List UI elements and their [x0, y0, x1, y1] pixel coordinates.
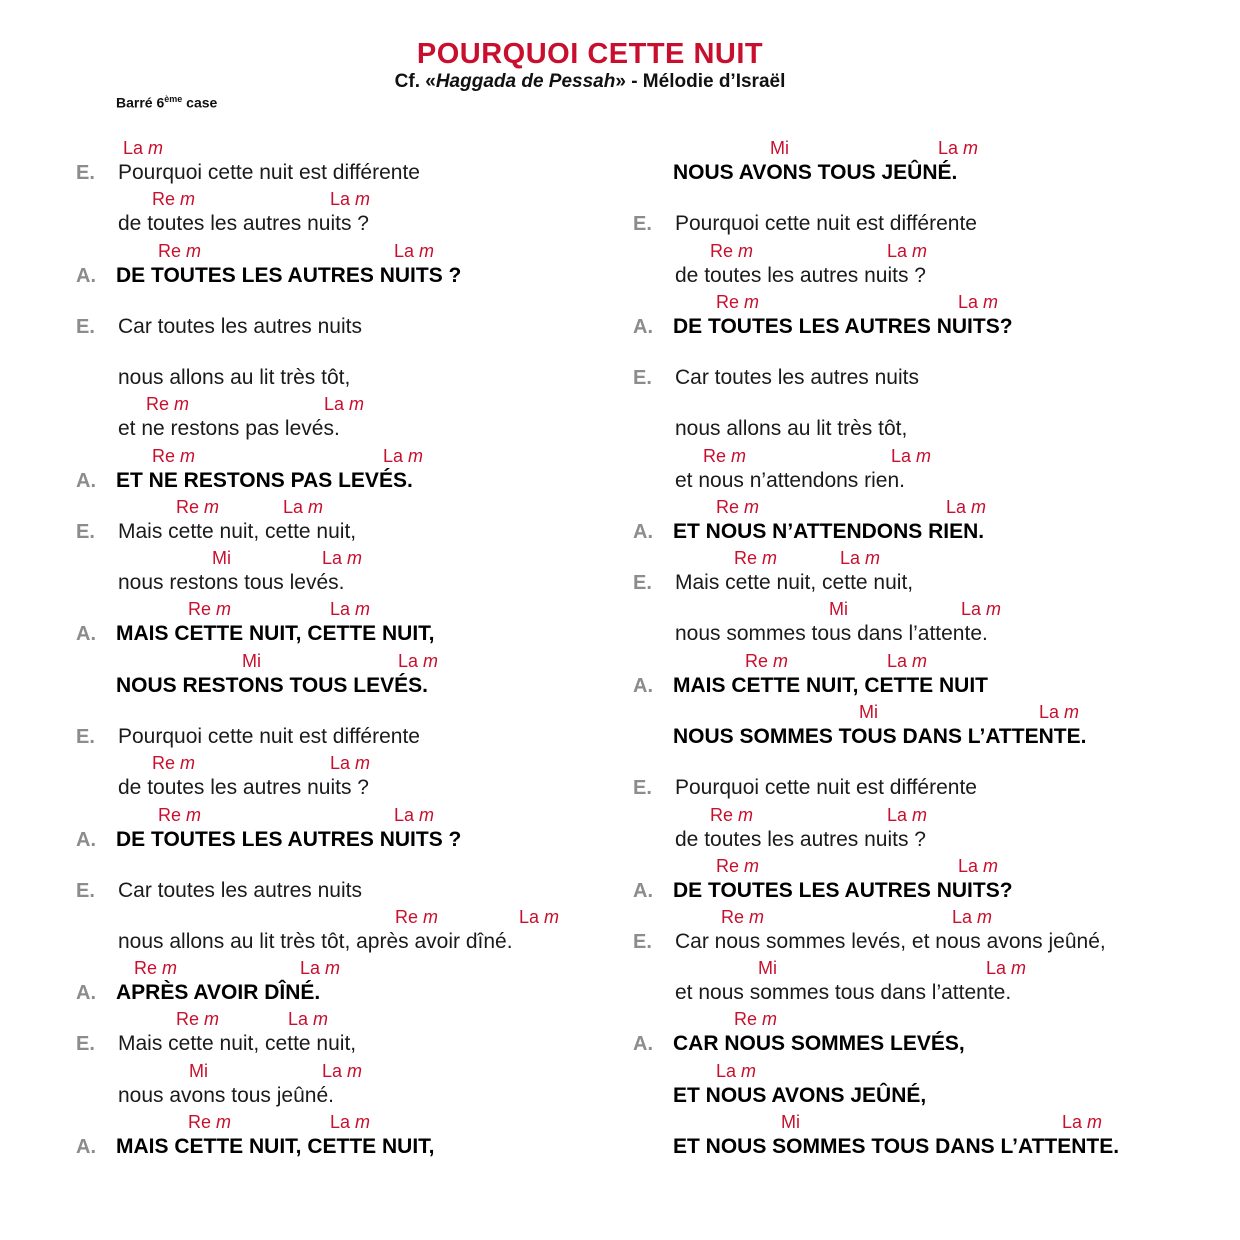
- chord-root: Re: [176, 1009, 200, 1029]
- chord-root: La: [958, 856, 979, 876]
- assembly-lyric-line: DE TOUTES LES AUTRES NUITS?: [673, 315, 1013, 338]
- lyric-line: Pourquoi cette nuit est différente: [118, 725, 420, 748]
- chord-minor-mark: m: [199, 1009, 220, 1029]
- chord-symbol: [887, 242, 927, 260]
- chord-root: La: [330, 753, 351, 773]
- speaker-label: E.: [76, 880, 95, 902]
- speaker-label: A.: [76, 1136, 96, 1158]
- chord-minor-mark: m: [907, 241, 928, 261]
- chord-symbol: [952, 908, 992, 926]
- chord-minor-mark: m: [911, 446, 932, 466]
- chord-symbol: [188, 600, 231, 618]
- assembly-lyric-line: MAIS CETTE NUIT, CETTE NUIT,: [116, 1135, 435, 1158]
- chord-minor-mark: m: [143, 138, 164, 158]
- assembly-lyric-line: ET NE RESTONS PAS LEVÉS.: [116, 469, 413, 492]
- chord-minor-mark: m: [739, 856, 760, 876]
- chord-root: La: [840, 548, 861, 568]
- chord-minor-mark: m: [907, 651, 928, 671]
- chord-minor-mark: m: [157, 958, 178, 978]
- chord-root: Mi: [829, 599, 848, 619]
- chord-symbol: [158, 242, 201, 260]
- chord-root: Mi: [242, 651, 261, 671]
- chord-minor-mark: m: [344, 394, 365, 414]
- assembly-lyric-line: ET NOUS N’ATTENDONS RIEN.: [673, 520, 985, 543]
- chord-symbol: [288, 1010, 328, 1028]
- chord-root: Re: [745, 651, 769, 671]
- chord-root: Re: [716, 292, 740, 312]
- chord-minor-mark: m: [733, 805, 754, 825]
- chord-symbol: [958, 293, 998, 311]
- lyric-line: nous allons au lit très tôt,: [118, 366, 351, 389]
- chord-minor-mark: m: [211, 599, 232, 619]
- chord-minor-mark: m: [181, 805, 202, 825]
- chord-minor-mark: m: [1006, 958, 1027, 978]
- chord-symbol: [716, 498, 759, 516]
- chord-symbol: [176, 498, 219, 516]
- chord-minor-mark: m: [211, 1112, 232, 1132]
- chord-root: La: [330, 189, 351, 209]
- lyric-line: nous avons tous jeûné.: [118, 1084, 334, 1107]
- speaker-label: A.: [633, 521, 653, 543]
- chord-symbol: [519, 908, 559, 926]
- chord-root: La: [887, 805, 908, 825]
- chord-symbol: [152, 754, 195, 772]
- chord-minor-mark: m: [308, 1009, 329, 1029]
- lyric-line: et nous n’attendons rien.: [675, 469, 905, 492]
- lyric-line: de toutes les autres nuits ?: [675, 828, 926, 851]
- chord-symbol: [189, 1062, 208, 1080]
- lyric-line: Car toutes les autres nuits: [675, 366, 919, 389]
- subtitle-suffix: » - Mélodie d’Israël: [615, 71, 786, 92]
- lyric-line: Pourquoi cette nuit est différente: [118, 161, 420, 184]
- assembly-lyric-line: MAIS CETTE NUIT, CETTE NUIT: [673, 674, 988, 697]
- assembly-lyric-line: DE TOUTES LES AUTRES NUITS ?: [116, 264, 462, 287]
- chord-root: Mi: [859, 702, 878, 722]
- chord-symbol: [1039, 703, 1079, 721]
- chord-root: La: [283, 497, 304, 517]
- chord-root: Mi: [770, 138, 789, 158]
- lyric-line: Pourquoi cette nuit est différente: [675, 776, 977, 799]
- chord-symbol: [758, 959, 777, 977]
- chord-symbol: [242, 652, 261, 670]
- speaker-label: E.: [76, 316, 95, 338]
- speaker-label: A.: [633, 316, 653, 338]
- chord-root: La: [961, 599, 982, 619]
- chord-root: La: [394, 241, 415, 261]
- chord-symbol: [770, 139, 789, 157]
- chord-symbol: [158, 806, 201, 824]
- chord-minor-mark: m: [726, 446, 747, 466]
- chord-symbol: [958, 857, 998, 875]
- chord-symbol: [716, 1062, 756, 1080]
- lyric-line: Mais cette nuit, cette nuit,: [118, 1032, 357, 1055]
- lyric-line: de toutes les autres nuits ?: [118, 776, 369, 799]
- lyric-line: et ne restons pas levés.: [118, 417, 340, 440]
- chord-minor-mark: m: [981, 599, 1002, 619]
- chord-symbol: [330, 1113, 370, 1131]
- speaker-label: E.: [633, 572, 652, 594]
- chord-root: La: [330, 1112, 351, 1132]
- chord-symbol: [283, 498, 323, 516]
- chord-minor-mark: m: [744, 907, 765, 927]
- speaker-label: A.: [76, 470, 96, 492]
- chord-symbol: [734, 549, 777, 567]
- assembly-lyric-line: CAR NOUS SOMMES LEVÉS,: [673, 1032, 965, 1055]
- chord-minor-mark: m: [860, 548, 881, 568]
- chord-minor-mark: m: [978, 856, 999, 876]
- speaker-label: E.: [76, 726, 95, 748]
- chord-symbol: [395, 908, 438, 926]
- lyric-line: nous restons tous levés.: [118, 571, 345, 594]
- song-title: POURQUOI CETTE NUIT: [416, 38, 764, 70]
- chord-root: La: [324, 394, 345, 414]
- chord-minor-mark: m: [169, 394, 190, 414]
- song-subtitle: [0, 71, 1180, 93]
- chord-root: Mi: [758, 958, 777, 978]
- lyric-line: Car toutes les autres nuits: [118, 879, 362, 902]
- chord-symbol: [300, 959, 340, 977]
- speaker-label: A.: [76, 265, 96, 287]
- lyric-line: Pourquoi cette nuit est différente: [675, 212, 977, 235]
- chord-symbol: [734, 1010, 777, 1028]
- assembly-lyric-line: ET NOUS AVONS JEÛNÉ,: [673, 1084, 927, 1107]
- chord-minor-mark: m: [350, 753, 371, 773]
- chord-symbol: [152, 447, 195, 465]
- chord-root: La: [394, 805, 415, 825]
- speaker-label: E.: [76, 162, 95, 184]
- chord-minor-mark: m: [733, 241, 754, 261]
- chord-minor-mark: m: [199, 497, 220, 517]
- chord-symbol: [745, 652, 788, 670]
- speaker-label: E.: [633, 367, 652, 389]
- speaker-label: E.: [76, 521, 95, 543]
- chord-symbol: [188, 1113, 231, 1131]
- barre-prefix: Barré 6: [116, 94, 165, 111]
- chord-root: Re: [734, 1009, 758, 1029]
- chord-symbol: [710, 806, 753, 824]
- chord-minor-mark: m: [342, 1061, 363, 1081]
- chord-minor-mark: m: [958, 138, 979, 158]
- assembly-lyric-line: ET NOUS SOMMES TOUS DANS L’ATTENTE.: [673, 1135, 1120, 1158]
- chord-symbol: [721, 908, 764, 926]
- chord-symbol: [134, 959, 177, 977]
- lyric-line: nous allons au lit très tôt, après avoir dîné.: [118, 930, 513, 953]
- chord-symbol: [383, 447, 423, 465]
- chord-root: Re: [710, 805, 734, 825]
- assembly-lyric-line: NOUS AVONS TOUS JEÛNÉ.: [673, 161, 958, 184]
- chord-minor-mark: m: [350, 189, 371, 209]
- chord-symbol: [1062, 1113, 1102, 1131]
- capo-note: [116, 94, 217, 111]
- chord-minor-mark: m: [175, 753, 196, 773]
- chord-root: La: [383, 446, 404, 466]
- chord-minor-mark: m: [539, 907, 560, 927]
- chord-minor-mark: m: [350, 599, 371, 619]
- chord-root: La: [519, 907, 540, 927]
- chord-root: Re: [721, 907, 745, 927]
- chord-symbol: [986, 959, 1026, 977]
- chord-minor-mark: m: [1059, 702, 1080, 722]
- speaker-label: A.: [633, 675, 653, 697]
- chord-symbol: [716, 293, 759, 311]
- chord-root: La: [891, 446, 912, 466]
- chord-root: Mi: [189, 1061, 208, 1081]
- chord-minor-mark: m: [175, 189, 196, 209]
- lyric-line: Car toutes les autres nuits: [118, 315, 362, 338]
- chord-minor-mark: m: [736, 1061, 757, 1081]
- chord-minor-mark: m: [181, 241, 202, 261]
- chord-symbol: [330, 754, 370, 772]
- chord-minor-mark: m: [978, 292, 999, 312]
- lyric-line: de toutes les autres nuits ?: [118, 212, 369, 235]
- chord-symbol: [946, 498, 986, 516]
- chord-symbol: [330, 190, 370, 208]
- chord-symbol: [781, 1113, 800, 1131]
- chord-minor-mark: m: [739, 497, 760, 517]
- chord-minor-mark: m: [320, 958, 341, 978]
- chord-minor-mark: m: [414, 241, 435, 261]
- lyric-line: nous allons au lit très tôt,: [675, 417, 908, 440]
- chord-root: Re: [146, 394, 170, 414]
- chord-root: La: [887, 651, 908, 671]
- chord-minor-mark: m: [418, 907, 439, 927]
- chord-root: La: [398, 651, 419, 671]
- speaker-label: A.: [76, 829, 96, 851]
- speaker-label: E.: [633, 213, 652, 235]
- chord-symbol: [322, 549, 362, 567]
- chord-root: Re: [703, 446, 727, 466]
- chord-root: La: [300, 958, 321, 978]
- chord-minor-mark: m: [350, 1112, 371, 1132]
- lyric-line: Car nous sommes levés, et nous avons jeûné,: [675, 930, 1106, 953]
- chord-root: La: [952, 907, 973, 927]
- chord-root: Re: [734, 548, 758, 568]
- chord-root: Re: [158, 805, 182, 825]
- chord-root: La: [322, 548, 343, 568]
- assembly-lyric-line: MAIS CETTE NUIT, CETTE NUIT,: [116, 622, 435, 645]
- speaker-label: E.: [633, 931, 652, 953]
- barre-sup: ème: [164, 94, 183, 104]
- chord-minor-mark: m: [175, 446, 196, 466]
- chord-root: La: [1062, 1112, 1083, 1132]
- chord-root: Mi: [212, 548, 231, 568]
- chord-symbol: [961, 600, 1001, 618]
- chord-root: Re: [710, 241, 734, 261]
- chord-symbol: [330, 600, 370, 618]
- chord-root: Re: [152, 189, 176, 209]
- chord-symbol: [703, 447, 746, 465]
- chord-symbol: [887, 806, 927, 824]
- lyric-line: et nous sommes tous dans l’attente.: [675, 981, 1012, 1004]
- chord-minor-mark: m: [966, 497, 987, 517]
- speaker-label: A.: [633, 880, 653, 902]
- chord-root: Re: [395, 907, 419, 927]
- chord-symbol: [891, 447, 931, 465]
- chord-root: La: [958, 292, 979, 312]
- speaker-label: A.: [633, 1033, 653, 1055]
- chord-symbol: [324, 395, 364, 413]
- speaker-label: E.: [76, 1033, 95, 1055]
- chord-root: Re: [716, 856, 740, 876]
- chord-root: Re: [176, 497, 200, 517]
- chord-root: La: [716, 1061, 737, 1081]
- chord-root: La: [123, 138, 144, 158]
- chord-root: La: [986, 958, 1007, 978]
- chord-symbol: [938, 139, 978, 157]
- chord-root: La: [1039, 702, 1060, 722]
- chord-root: La: [946, 497, 967, 517]
- chord-minor-mark: m: [1082, 1112, 1103, 1132]
- chord-root: Re: [134, 958, 158, 978]
- assembly-lyric-line: NOUS RESTONS TOUS LEVÉS.: [116, 674, 428, 697]
- assembly-lyric-line: DE TOUTES LES AUTRES NUITS ?: [116, 828, 462, 851]
- assembly-lyric-line: APRÈS AVOIR DÎNÉ.: [116, 981, 321, 1004]
- chord-root: Re: [152, 446, 176, 466]
- assembly-lyric-line: NOUS SOMMES TOUS DANS L’ATTENTE.: [673, 725, 1087, 748]
- chord-root: Re: [152, 753, 176, 773]
- subtitle-prefix: Cf. «: [394, 71, 436, 92]
- chord-root: Re: [158, 241, 182, 261]
- chord-root: Mi: [781, 1112, 800, 1132]
- barre-suffix: case: [182, 94, 218, 111]
- chord-root: Re: [188, 1112, 212, 1132]
- chord-symbol: [212, 549, 231, 567]
- chord-symbol: [152, 190, 195, 208]
- chord-root: La: [938, 138, 959, 158]
- chord-symbol: [398, 652, 438, 670]
- chord-root: La: [330, 599, 351, 619]
- chord-minor-mark: m: [342, 548, 363, 568]
- speaker-label: A.: [76, 982, 96, 1004]
- speaker-label: E.: [633, 777, 652, 799]
- chord-symbol: [394, 806, 434, 824]
- chord-minor-mark: m: [403, 446, 424, 466]
- chord-minor-mark: m: [418, 651, 439, 671]
- chord-symbol: [146, 395, 189, 413]
- chord-minor-mark: m: [972, 907, 993, 927]
- chord-symbol: [176, 1010, 219, 1028]
- chord-minor-mark: m: [757, 548, 778, 568]
- lyric-line: Mais cette nuit, cette nuit,: [675, 571, 914, 594]
- chord-root: Re: [716, 497, 740, 517]
- chord-minor-mark: m: [907, 805, 928, 825]
- chord-symbol: [887, 652, 927, 670]
- assembly-lyric-line: DE TOUTES LES AUTRES NUITS?: [673, 879, 1013, 902]
- chord-minor-mark: m: [768, 651, 789, 671]
- chord-root: Re: [188, 599, 212, 619]
- chord-root: La: [887, 241, 908, 261]
- chord-minor-mark: m: [414, 805, 435, 825]
- lyric-line: de toutes les autres nuits ?: [675, 264, 926, 287]
- chord-symbol: [710, 242, 753, 260]
- chord-minor-mark: m: [303, 497, 324, 517]
- chord-minor-mark: m: [757, 1009, 778, 1029]
- chord-root: La: [322, 1061, 343, 1081]
- lyric-line: nous sommes tous dans l’attente.: [675, 622, 988, 645]
- speaker-label: A.: [76, 623, 96, 645]
- chord-symbol: [840, 549, 880, 567]
- chord-root: La: [288, 1009, 309, 1029]
- chord-symbol: [322, 1062, 362, 1080]
- chord-minor-mark: m: [739, 292, 760, 312]
- subtitle-source: Haggada de Pessah: [435, 71, 616, 92]
- chord-symbol: [123, 139, 163, 157]
- chord-symbol: [394, 242, 434, 260]
- chord-symbol: [716, 857, 759, 875]
- chord-symbol: [829, 600, 848, 618]
- chord-symbol: [859, 703, 878, 721]
- lyric-line: Mais cette nuit, cette nuit,: [118, 520, 357, 543]
